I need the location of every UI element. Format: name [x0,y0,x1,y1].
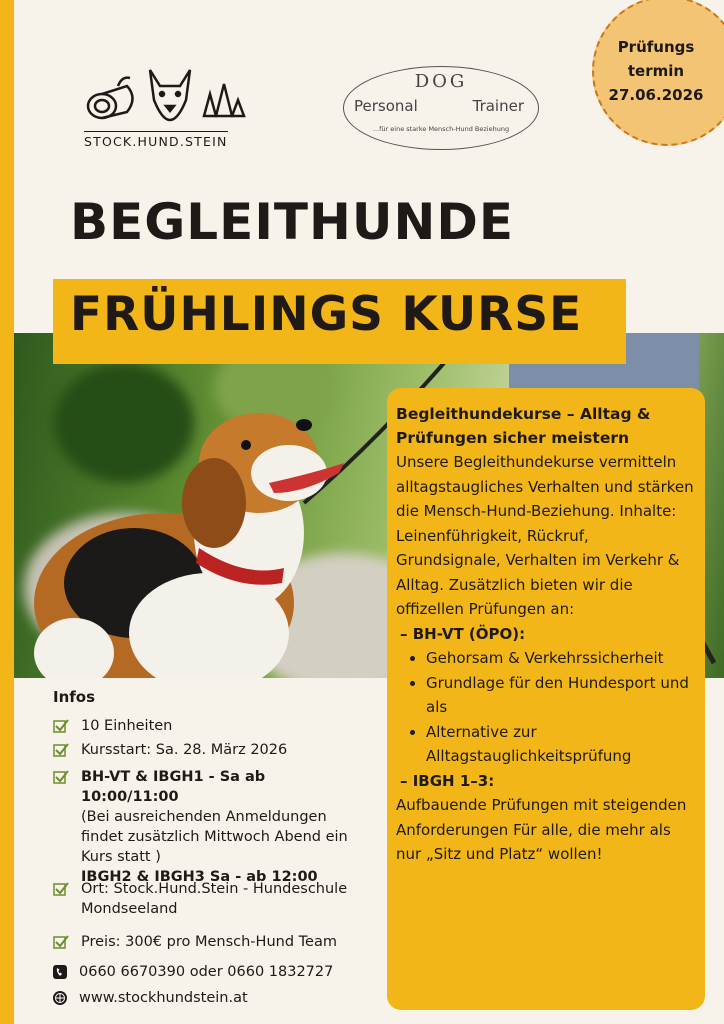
logo2-tagline: ...für eine starke Mensch-Hund Beziehung [372,125,510,133]
info-units-text: 10 Einheiten [81,718,173,734]
badge-line1: Prüfungs [617,38,695,56]
checkbox-icon [53,718,69,734]
bhvt-list [396,646,696,769]
phone-icon [53,965,67,979]
info-price-text: Preis: 300€ pro Mensch-Hund Team [81,934,337,950]
title-begleithunde: BEGLEITHUNDE [70,193,514,251]
info-website[interactable] [53,988,248,1008]
info-location-text: Ort: Stock.Hund.Stein - Hundeschule Mondseeland [81,881,348,917]
checkbox-icon [53,742,69,758]
course-description-box [387,388,705,1010]
info-times [53,767,363,887]
info-location [53,879,363,919]
course-heading: Begleithundekurse – Alltag & Prüfungen sicher meistern [396,405,651,447]
exam-date-badge [592,0,724,146]
badge-line2: termin [627,62,685,80]
info-start-text: Kursstart: Sa. 28. März 2026 [81,742,288,758]
globe-icon [53,991,67,1005]
bhvt-item: • Alternative zur Alltagstauglichkeitsprüfung [426,720,696,769]
info-phone[interactable] [53,962,333,982]
info-times-main: BH-VT & IBGH1 - Sa ab 10:00/11:00 [81,769,266,805]
dog-personal-trainer-logo [343,66,539,150]
info-price [53,932,337,952]
info-phone-text: 0660 6670390 oder 0660 1832727 [79,964,334,980]
bhvt-item: • Grundlage für den Hundesport und als [426,671,696,720]
checkbox-icon [53,769,69,785]
logo2-personal: Personal [354,97,418,115]
title-fruehlings-kurse: FRÜHLINGS KURSE [70,287,583,342]
bhvt-item: • Gehorsam & Verkehrssicherheit [426,646,696,671]
course-intro: Unsere Begleithundekurse vermitteln alltagstaugliches Verhalten und stärken die Mensch-Hund-Beziehung. Inhalte: Leinenführigkeit, Rückruf, Grundsignale, Verhalten im Verkehr & Alltag. Zusätzlich bieten wir die offizellen Prüfungen an: [396,453,694,618]
bhvt-title: – BH-VT (ÖPO): [400,624,526,643]
infos-title: Infos [53,688,96,706]
checkbox-icon [53,934,69,950]
badge-date: 27.06.2026 [608,86,704,104]
checkbox-icon [53,881,69,897]
logo1-wordmark: STOCK.HUND.STEIN [84,131,228,149]
info-times-note: (Bei ausreichenden Anmeldungen findet zusätzlich Mittwoch Abend ein Kurs statt ) [81,809,348,865]
info-website-link[interactable]: www.stockhundstein.at [79,990,248,1006]
left-accent-stripe [0,0,14,1024]
logo2-trainer: Trainer [472,97,524,115]
ibgh-title: – IBGH 1–3: [400,771,495,790]
ibgh-text: Aufbauende Prüfungen mit steigenden Anforderungen Für alle, die mehr als nur „Sitz und Platz“ wollen! [396,796,687,863]
info-start [53,740,287,760]
info-units [53,716,172,736]
info-times-secondary: IBGH2 & IBGH3 Sa - ab 12:00 [81,869,318,885]
logo2-dog: DOG [414,71,468,92]
